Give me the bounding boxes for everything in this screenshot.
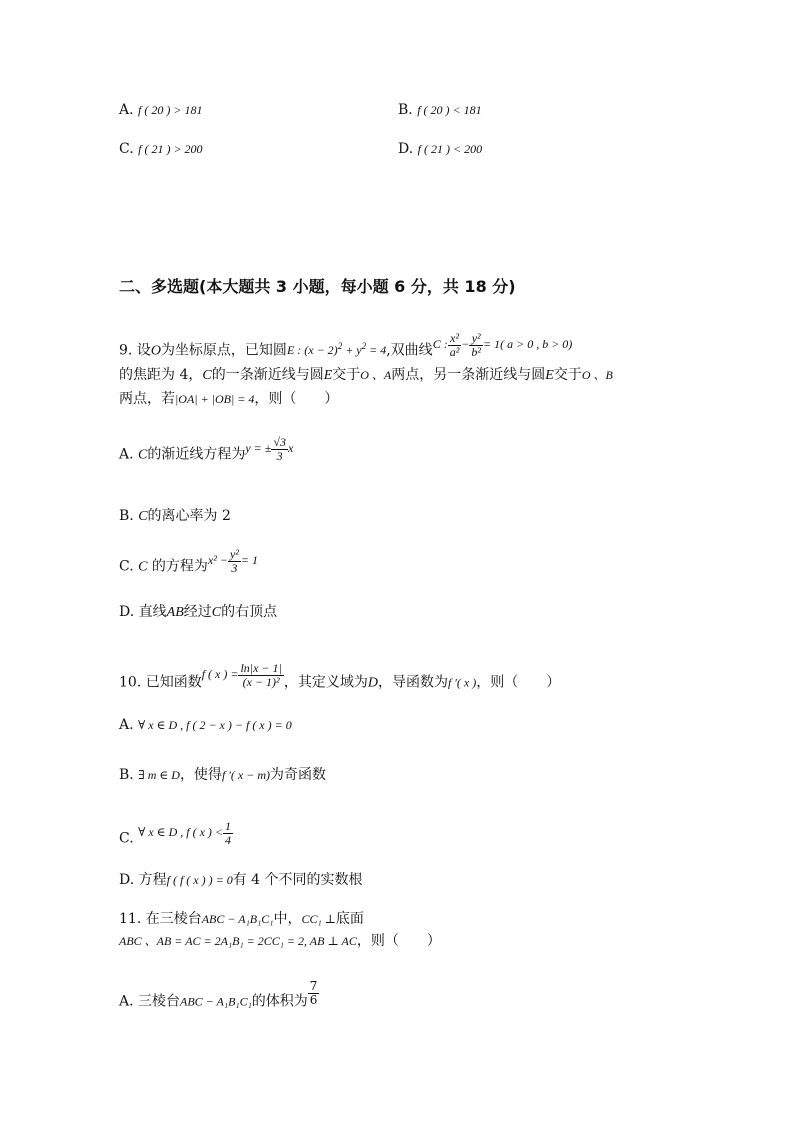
option-a-q8 xyxy=(119,101,202,119)
q9-line-1 xyxy=(119,331,573,365)
q10-option-a: A. ∀ x ∈ D , f ( 2 − x ) − f ( x ) = 0 xyxy=(119,717,292,733)
q9-line-2: 的焦距为 4，C的一条渐近线与圆E交于O 、A两点，另一条渐近线与圆E交于O 、B xyxy=(119,367,613,383)
circle-equation: E : $(x - 2)^2 + y^2 = 4$ xyxy=(286,341,387,358)
q10-option-c: C. ∀ x ∈ D , f ( x ) < $\frac{1}{4}$ xyxy=(119,819,231,847)
q10-option-d: D. 方程f ( f ( x ) ) = 0有 4 个不同的实数根 xyxy=(119,872,363,888)
q11-line-1: 11. 在三棱台ABC − A₁B₁C₁中，CC₁ ⊥底面 xyxy=(119,911,364,927)
text: 为坐标原点，已知圆 xyxy=(160,342,287,359)
q9-option-c: C. C 的方程为x² − $\frac{\text{y²}}{3}$ = 1 xyxy=(119,547,258,575)
option-expr: f ( 20 ) > 181 xyxy=(138,103,203,117)
option-expr: f ( 21 ) < 200 xyxy=(417,142,483,156)
q10-option-b: B. ∃ m ∈ D，使得f ′( x − m)为奇函数 xyxy=(119,767,326,783)
option-label: D. xyxy=(398,141,414,157)
option-b-q8 xyxy=(398,101,482,119)
option-label: A. xyxy=(119,102,134,118)
option-label: B. xyxy=(398,102,413,118)
option-expr: f ( 20 ) < 181 xyxy=(417,103,482,117)
q10-stem: 10. 已知函数f ( x ) = $\frac{\ln|x - 1|}{\text{(x − 1)²}}$ ，其定义域为D，导函数为f ′( x )，则（ ） xyxy=(119,661,561,691)
q9-line-3: 两点，若|OA| + |OB| = 4，则（ ） xyxy=(119,391,339,407)
hyperbola-equation: C : $\frac{\text{x²}}{\text{a²}}$ − $\frac{\text{y²}}{\text{b²}}$ = 1( a > 0 , b > 0) xyxy=(432,331,573,359)
text: ,双曲线 xyxy=(386,342,433,359)
q9-option-b: B. C的离心率为 2 xyxy=(119,508,231,524)
question-number: 9. xyxy=(119,342,133,359)
q11-line-2: ABC 、AB = AC = 2A₁B₁ = 2CC₁ = 2, AB ⊥ AC，则（ ） xyxy=(119,933,441,949)
math: O xyxy=(150,343,161,359)
section-heading: 二、多选题(本大题共 3 小题，每小题 6 分，共 18 分) xyxy=(119,277,516,296)
q11-option-a: A. 三棱台ABC − A₁B₁C₁的体积为 $\frac{7}{6}$ xyxy=(119,979,318,1010)
q9-option-a: A. C的渐近线方程为y = ± $\frac{√3}{3}$ x xyxy=(119,435,294,463)
option-expr: f ( 21 ) > 200 xyxy=(138,142,203,156)
option-d-q8 xyxy=(398,140,482,158)
q9-option-d: D. 直线AB经过C的右顶点 xyxy=(119,604,278,620)
text: 设 xyxy=(136,342,151,359)
option-c-q8 xyxy=(119,140,203,158)
option-label: C. xyxy=(119,141,134,157)
